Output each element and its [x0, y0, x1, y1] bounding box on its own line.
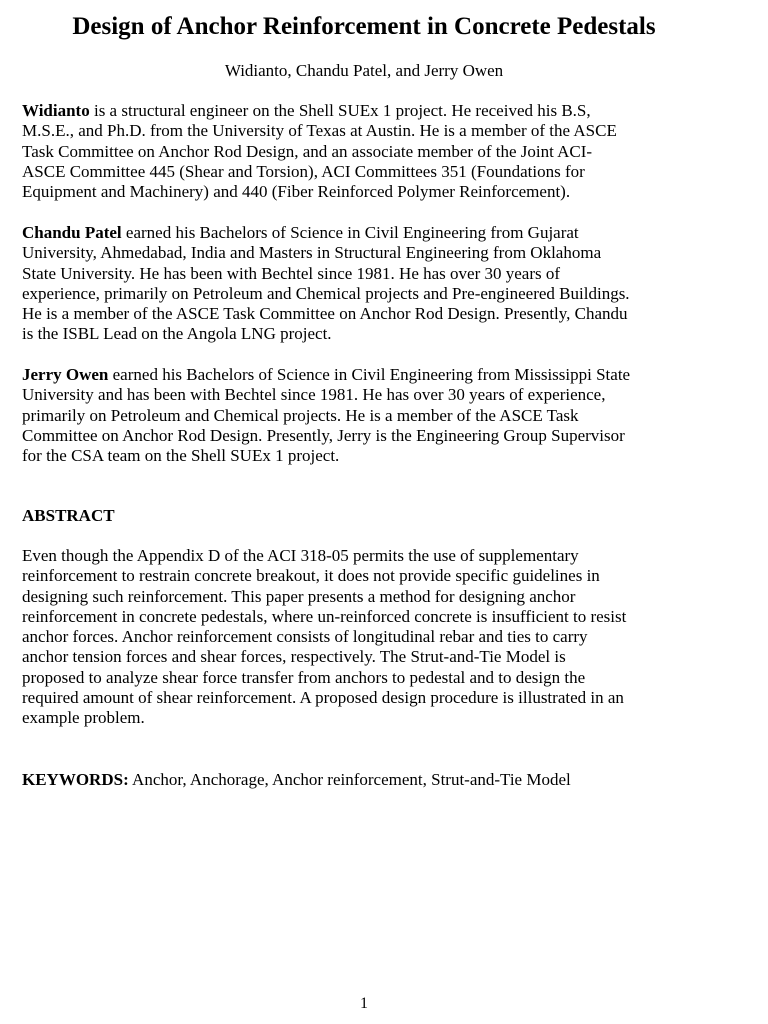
- bio-line: M.S.E., and Ph.D. from the University of Texas at Austin. He is a member of the ASCE: [22, 121, 617, 141]
- abstract-line: anchor forces. Anchor reinforcement consists of longitudinal rebar and ties to carry: [22, 627, 588, 647]
- bio-line: Equipment and Machinery) and 440 (Fiber Reinforced Polymer Reinforcement).: [22, 182, 571, 202]
- author-list: Widianto, Chandu Patel, and Jerry Owen: [224, 61, 504, 80]
- bio-text: earned his Bachelors of Science in Civil Engineering from Gujarat: [121, 223, 579, 242]
- abstract-line: designing such reinforcement. This paper presents a method for designing anchor: [22, 586, 576, 606]
- abstract-line: Even though the Appendix D of the ACI 318-05 permits the use of supplementary: [22, 546, 579, 565]
- author-bio-chandu-patel: [22, 223, 722, 345]
- page-number: 1: [360, 995, 368, 1012]
- bio-line: experience, primarily on Petroleum and Chemical projects and Pre-engineered Buildings.: [22, 283, 630, 303]
- abstract-line: required amount of shear reinforcement. A proposed design procedure is illustrated in an: [22, 688, 624, 708]
- author-bio-jerry-owen: [22, 365, 722, 466]
- bio-line: Committee on Anchor Rod Design. Presently, Jerry is the Engineering Group Supervisor: [22, 425, 625, 445]
- bio-author-name: Chandu Patel: [22, 223, 122, 242]
- bio-line: [22, 223, 722, 243]
- bio-line: Task Committee on Anchor Rod Design, and an associate member of the Joint ACI-: [22, 141, 593, 161]
- paper-title: Design of Anchor Reinforcement in Concrete Pedestals: [72, 13, 656, 40]
- bio-line: primarily on Petroleum and Chemical projects. He is a member of the ASCE Task: [22, 405, 579, 425]
- abstract-body: [22, 546, 722, 729]
- abstract-line: reinforcement to restrain concrete breakout, it does not provide specific guidelines in: [22, 566, 600, 586]
- bio-line: He is a member of the ASCE Task Committee on Anchor Rod Design. Presently, Chandu: [22, 304, 628, 324]
- bio-text: earned his Bachelors of Science in Civil Engineering from Mississippi State: [108, 365, 631, 384]
- bio-line: for the CSA team on the Shell SUEx 1 project.: [22, 446, 340, 466]
- abstract-line: reinforcement in concrete pedestals, where un-reinforced concrete is insufficient to resist: [22, 606, 627, 626]
- author-bio-widianto: [22, 101, 722, 202]
- bio-line: is the ISBL Lead on the Angola LNG project.: [22, 324, 332, 344]
- bio-line: ASCE Committee 445 (Shear and Torsion), ACI Committees 351 (Foundations for: [22, 161, 585, 181]
- keywords-text: Anchor, Anchorage, Anchor reinforcement, Strut-and-Tie Model: [128, 770, 571, 789]
- bio-line: [22, 365, 722, 385]
- abstract-line: example problem.: [22, 708, 145, 728]
- keywords-label: KEYWORDS:: [22, 770, 129, 789]
- bio-author-name: Widianto: [22, 101, 90, 120]
- abstract-line: proposed to analyze shear force transfer from anchors to pedestal and to design the: [22, 667, 586, 687]
- abstract-line: anchor tension forces and shear forces, respectively. The Strut-and-Tie Model is: [22, 647, 566, 667]
- bio-line: State University. He has been with Bechtel since 1981. He has over 30 years of: [22, 263, 561, 283]
- keywords-line: [22, 770, 571, 790]
- bio-author-name: Jerry Owen: [22, 365, 109, 384]
- bio-text: is a structural engineer on the Shell SUEx 1 project. He received his B.S,: [89, 101, 591, 120]
- abstract-heading: ABSTRACT: [22, 506, 115, 525]
- bio-line: University, Ahmedabad, India and Masters in Structural Engineering from Oklahoma: [22, 243, 602, 263]
- bio-line: University and has been with Bechtel since 1981. He has over 30 years of experience,: [22, 385, 606, 405]
- bio-line: [22, 101, 722, 121]
